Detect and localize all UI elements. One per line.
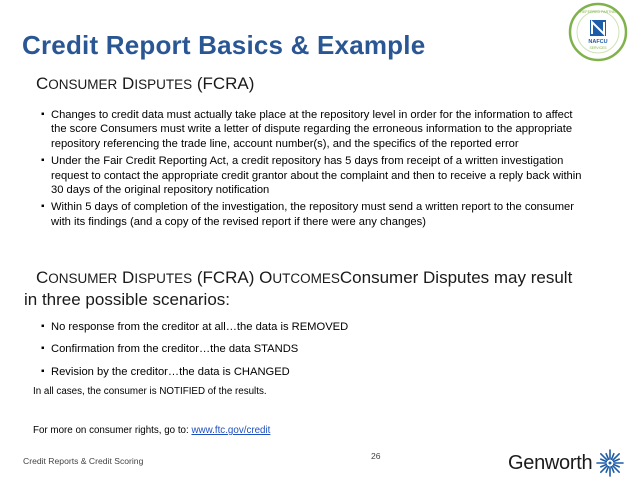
list-item: ▪ Under the Fair Credit Reporting Act, a credit repository has 5 days from receipt of a written investigation request to contact the appropriate credit grantor about the complaint and then to receive a reply back within 30 days of the original repository notification [37,154,585,197]
dispute-outcomes-list [37,320,585,387]
list-item: ▪ No response from the creditor at all…the data is REMOVED [37,320,585,334]
badge-org-text: NAFCU [588,39,608,45]
more-info-line [33,425,270,436]
badge-arc-text: PREFERRED PARTNER [577,10,619,14]
ftc-credit-link[interactable]: www.ftc.gov/credit [191,425,271,436]
sunburst-icon [595,448,625,478]
slide-title: Credit Report Basics & Example [22,30,426,60]
more-info-prefix: For more on consumer rights, go to: [33,425,192,436]
list-item: ▪ Changes to credit data must actually take place at the repository level in order for the information to affect the score Consumers must write a letter of dispute regarding the erroneous information to the appropriate repository referencing the trade line, account number(s), and the specifics of the reported error [37,108,585,151]
notified-note: In all cases, the consumer is NOTIFIED of the results. [33,386,267,397]
list-item: ▪ Revision by the creditor…the data is CHANGED [37,365,585,379]
brand-name: Genworth [508,451,593,474]
list-item: ▪ Within 5 days of completion of the investigation, the repository must send a written report to the consumer with its findings (and a copy of the revised report if there were any changes) [37,200,585,229]
section-heading-dispute-outcomes: CONSUMER DISPUTES (FCRA) OUTCOMESConsumer Disputes may result in three possible scenarios: [36,267,596,310]
page-number: 26 [371,451,381,461]
dispute-process-list [37,108,585,232]
genworth-logo [508,448,625,478]
footer-text: Credit Reports & Credit Scoring [23,456,144,466]
badge-sub-text: SERVICES [589,46,607,50]
list-item: ▪ Confirmation from the creditor…the data STANDS [37,342,585,356]
heading-line-2: in three possible scenarios: [24,290,231,309]
section-heading-consumer-disputes: CONSUMER DISPUTES (FCRA) [36,74,255,93]
nafcu-preferred-partner-badge [568,2,628,62]
